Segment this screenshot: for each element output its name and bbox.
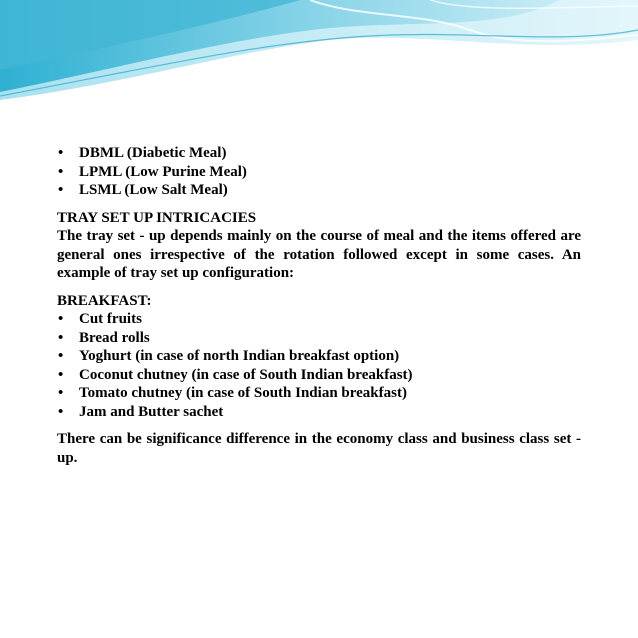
list-item: • Bread rolls — [58, 329, 150, 346]
bullet-icon: • — [58, 403, 64, 420]
bullet-icon: • — [58, 366, 64, 383]
spacer — [57, 200, 581, 209]
tray-heading: TRAY SET UP INTRICACIES — [57, 209, 257, 226]
breakfast-list — [57, 310, 581, 421]
tray-body: The tray set - up depends mainly on the course of meal and the items offered are general ones irrespective of the rotation followed except in some cases. An example of tray set up configuration: — [57, 228, 581, 281]
bullet-icon: • — [58, 385, 64, 401]
bullet-icon: • — [58, 311, 64, 327]
list-item: • LPML (Low Purine Meal) — [58, 163, 247, 180]
list-item: • LSML (Low Salt Meal) — [58, 182, 228, 198]
header-wave-decoration — [0, 0, 638, 110]
bullet-icon: • — [58, 145, 64, 161]
meal-code-list — [57, 144, 581, 200]
slide-content — [57, 144, 581, 467]
closing-paragraph: There can be significance difference in the economy class and business class set - up. — [57, 431, 581, 466]
bullet-icon: • — [58, 163, 64, 180]
list-item: • Jam and Butter sachet — [58, 403, 224, 420]
list-item: • DBML (Diabetic Meal) — [58, 145, 227, 161]
bullet-icon: • — [58, 182, 64, 198]
list-item: • Coconut chutney (in case of South Indian breakfast) — [58, 366, 413, 383]
spacer — [57, 421, 581, 430]
list-item: • Tomato chutney (in case of South Indian breakfast) — [58, 385, 407, 401]
bullet-icon: • — [58, 329, 64, 346]
list-item: • Cut fruits — [58, 311, 142, 327]
breakfast-heading: BREAKFAST: — [57, 292, 152, 309]
spacer — [57, 283, 581, 292]
bullet-icon: • — [58, 348, 64, 364]
list-item: • Yoghurt (in case of north Indian breakfast option) — [58, 348, 400, 364]
